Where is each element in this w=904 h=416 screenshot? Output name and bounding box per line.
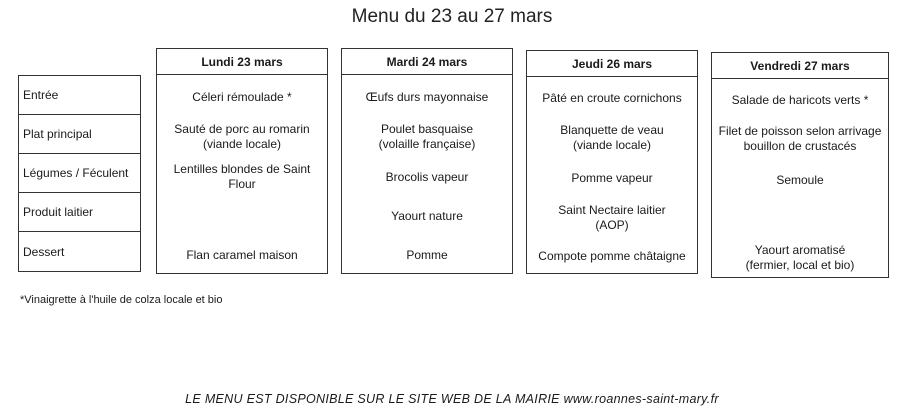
cell-legumes: Lentilles blondes de Saint Flour [173, 162, 311, 191]
day-column-jeudi [526, 50, 698, 274]
day-column-lundi [156, 48, 328, 274]
day-header: Lundi 23 mars [157, 49, 327, 75]
cell-plat: Poulet basquaise (volaille française) [378, 122, 476, 151]
row-label-legumes: Légumes / Féculent [19, 154, 140, 193]
footer-notice: LE MENU EST DISPONIBLE SUR LE SITE WEB DE LA MAIRIE www.roannes-saint-mary.fr [185, 392, 719, 406]
cell-entree: Pâté en croute cornichons [542, 91, 682, 105]
page-title: Menu du 23 au 27 mars [351, 6, 553, 27]
day-column-vendredi [711, 52, 889, 278]
cell-entree: Céleri rémoulade * [192, 90, 292, 104]
footnote: *Vinaigrette à l'huile de colza locale et bio [20, 294, 223, 306]
cell-legumes: Pomme vapeur [571, 171, 653, 185]
cell-dessert: Compote pomme châtaigne [538, 249, 686, 263]
cell-plat: Blanquette de veau (viande locale) [560, 123, 664, 152]
row-label-dessert: Dessert [23, 244, 65, 259]
cell-laitier: Saint Nectaire laitier (AOP) [558, 203, 666, 232]
row-labels-column [18, 75, 141, 272]
day-header: Jeudi 26 mars [527, 51, 697, 77]
day-column-mardi [341, 48, 513, 274]
cell-laitier: Yaourt nature [391, 209, 463, 223]
cell-dessert: Flan caramel maison [186, 248, 298, 262]
cell-dessert: Pomme [406, 248, 448, 262]
day-header: Vendredi 27 mars [712, 53, 888, 79]
cell-entree: Salade de haricots verts * [731, 93, 869, 107]
cell-legumes: Brocolis vapeur [385, 170, 469, 184]
cell-plat: Filet de poisson selon arrivage bouillon de crustacés [718, 124, 882, 153]
row-label-laitier: Produit laitier [19, 193, 140, 232]
cell-dessert: Yaourt aromatisé (fermier, local et bio) [745, 243, 855, 272]
cell-plat: Sauté de porc au romarin (viande locale) [174, 122, 310, 151]
day-header: Mardi 24 mars [342, 49, 512, 75]
cell-entree: Œufs durs mayonnaise [365, 90, 489, 104]
cell-legumes: Semoule [776, 173, 824, 187]
row-label-entree: Entrée [19, 76, 140, 115]
row-label-plat: Plat principal [19, 115, 140, 154]
